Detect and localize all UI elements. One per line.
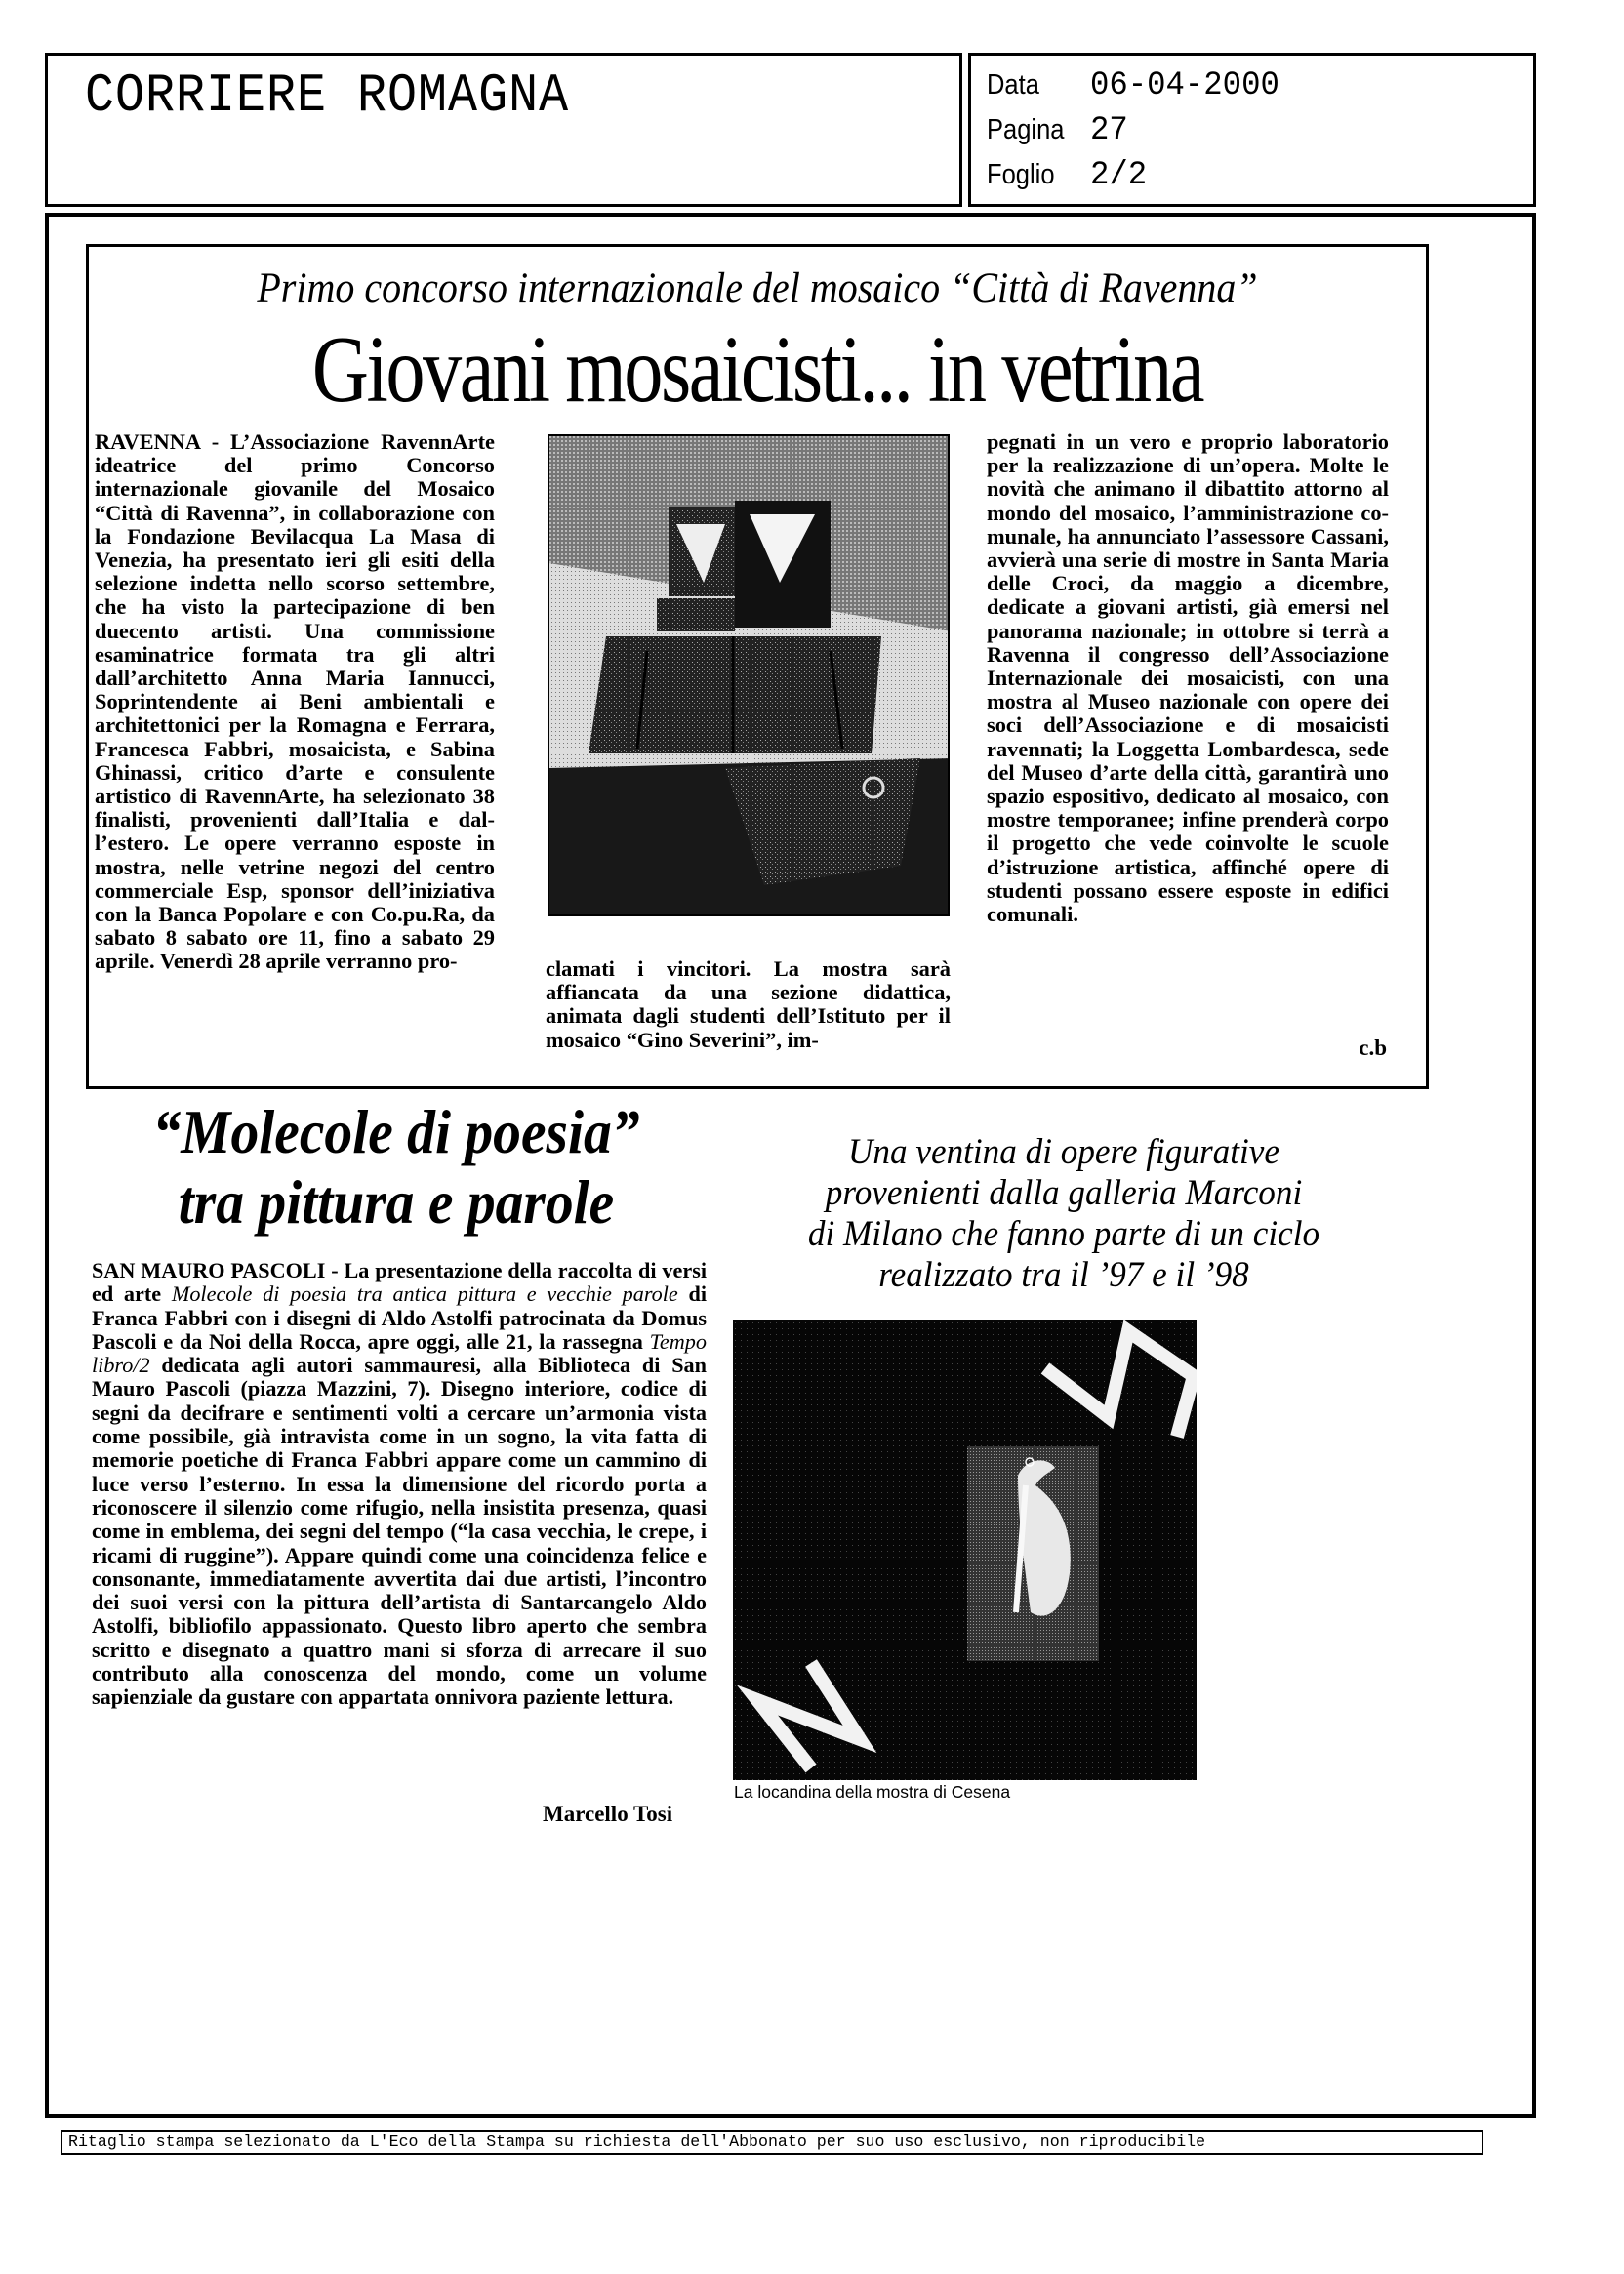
body-text-2: dedicata agli autori sammauresi, alla Biblioteca di San Mauro Pascoli (piazza Mazzini, 7). Disegno interiore, codice di segni da decifrare e sentimenti volti a cercare un’armonia vista come possibile, già intravista come in un sogno, la vita fatta di memorie poetiche di Franca Fabbri appare come un cammino di luce verso l’esterno. In essa la dimensione del ricordo porta a riconoscere il silenzio come rifugio, nella insistita presenza, quasi come in emblema, dei segni del tempo (“la casa vecchia, le crepe, i ricami di ruggine”). Appare quindi come una coincidenza felice e consonante, immediatamente avvertita dai due artisti, l’incontro dei suoi versi con la pittura dell’artista di Santarcangelo Aldo Astolfi, bibliofilo appassionato. Questo libro aperto che sembra scritto e disegnato a quattro mani si sforza di arrecare il suo contributo alla conoscenza del mondo, come un volume sapienziale da gustare con appartata onnivora paziente lettura. <box>92 1353 707 1710</box>
article-poetry-body <box>92 1259 707 1710</box>
subtitle-line: realizzato tra il ’97 e il ’98 <box>878 1255 1249 1295</box>
meta-date-value: 06-04-2000 <box>1090 67 1279 104</box>
meta-page <box>987 112 1130 149</box>
newspaper-name: CORRIERE ROMAGNA <box>85 65 570 128</box>
copyright-notice: Ritaglio stampa selezionato da L'Eco della Stampa su richiesta dell'Abbonato per suo uso esclusivo, non riproducibile <box>61 2130 1483 2155</box>
exhibition-subtitle <box>740 1132 1389 1296</box>
article-column-3: pegnati in un vero e proprio laboratorio per la realizzazione di un’opera. Molte le novità che animano il dibattito attorno al mondo del mosaico, l’amministrazione comunale, ha annunciato l’assessore Cassani, avvierà una serie di mostre in Santa Maria delle Croci, da maggio a dicembre, dedicate a giovani artisti, già emersi nel panorama nazionale; in ottobre si terrà a Ravenna il congresso dell’Associazione Internazionale dei mosaicisti, con una mostra al Museo nazionale con opere dei soci dell’Associazione e di mosaicisti ravennati; la Loggetta Lombardesca, sede del Museo d’arte della città, garantirà uno spazio espositivo, dedicato al mosaico, con mostre temporanee; infine prenderà corpo il progetto che vede coinvolte le scuole d’istruzione artistica, affinché opere di studenti possano essere esposte in edifici comunali. <box>987 429 1389 927</box>
meta-sheet-value: 2/2 <box>1090 157 1148 194</box>
article-lead: SAN MAURO PASCOLI - La presentazione della raccolta di versi ed arte <box>92 1258 707 1307</box>
masthead-box <box>45 53 962 207</box>
body-text-1: di Franca Fabbri con i disegni di Aldo Astolfi patrocinata da Domus Pascoli e da Noi della Rocca, apre oggi, alle 21, la rassegna <box>92 1281 707 1354</box>
article-column-2: clamati i vincitori. La mostra sarà affiancata da una sezione didattica, animata dagli studenti dell’Istituto per il mosaico “Gino Severini”, im- <box>546 956 951 1052</box>
mosaic-artwork-photo <box>548 434 950 916</box>
meta-date <box>987 67 1289 104</box>
article-byline: Marcello Tosi <box>543 1802 673 1826</box>
title-line-1: “Molecole di poesia” <box>152 1097 640 1166</box>
article-headline: Giovani mosaicisti... in vetrina <box>311 317 1203 423</box>
meta-page-value: 27 <box>1090 112 1128 149</box>
subtitle-line: provenienti dalla galleria Marconi <box>825 1173 1303 1213</box>
title-line-2: tra pittura e parole <box>178 1167 615 1237</box>
meta-sheet <box>987 157 1150 194</box>
article-column-1: RAVENNA - L’Associazione RavennArte ideatrice del primo Concorso internazionale giovanile del Mosaico “Città di Ravenna”, in collaborazione con la Fondazione Bevilacqua La Masa di Venezia, ha presentato ieri gli esiti della selezione indetta nello scorso settembre, che ha visto la partecipazione di ben duecento artisti. Una commissione esaminatrice formata tra gli altri dall’architetto Anna Maria Iannucci, Soprintendente ai Beni ambientali e architettonici per la Romagna e Ferrara, Francesca Fabbri, mosaicista, e Sabina Ghinassi, critico d’arte e consulente artistico di RavennArte, ha selezionato 38 finalisti, provenienti dall’Italia e dall’estero. Le opere verranno esposte in mostra, nelle vetrine negozi del centro commerciale Esp, sponsor dell’iniziativa con la Banca Popolare e con Co.pu.Ra, da sabato 8 sabato ore 11, fino a sabato 29 aprile. Venerdì 28 aprile verranno pro- <box>95 429 495 974</box>
event-title: Tempo libro/2 <box>92 1328 707 1378</box>
meta-sheet-label: Foglio <box>987 159 1055 190</box>
article-poetry-title <box>115 1097 677 1238</box>
poster-image-icon <box>733 1320 1197 1780</box>
mosaic-image-icon <box>549 436 950 916</box>
article-signature: c.b <box>1359 1035 1387 1060</box>
exhibition-poster-photo <box>733 1320 1197 1780</box>
subtitle-line: Una ventina di opere figurative <box>848 1132 1279 1172</box>
article-mosaic-contest <box>86 244 1429 1089</box>
book-title: Molecole di poesia tra antica pittura e vecchie parole <box>171 1281 678 1307</box>
article-kicker: Primo concorso internazionale del mosaico “Città di Ravenna” <box>257 265 1258 311</box>
subtitle-line: di Milano che fanno parte di un ciclo <box>807 1214 1320 1254</box>
meta-date-label: Data <box>987 69 1039 101</box>
clipping-metadata-box <box>968 53 1536 207</box>
meta-page-label: Pagina <box>987 114 1065 145</box>
photo-caption: La locandina della mostra di Cesena <box>734 1782 1011 1802</box>
